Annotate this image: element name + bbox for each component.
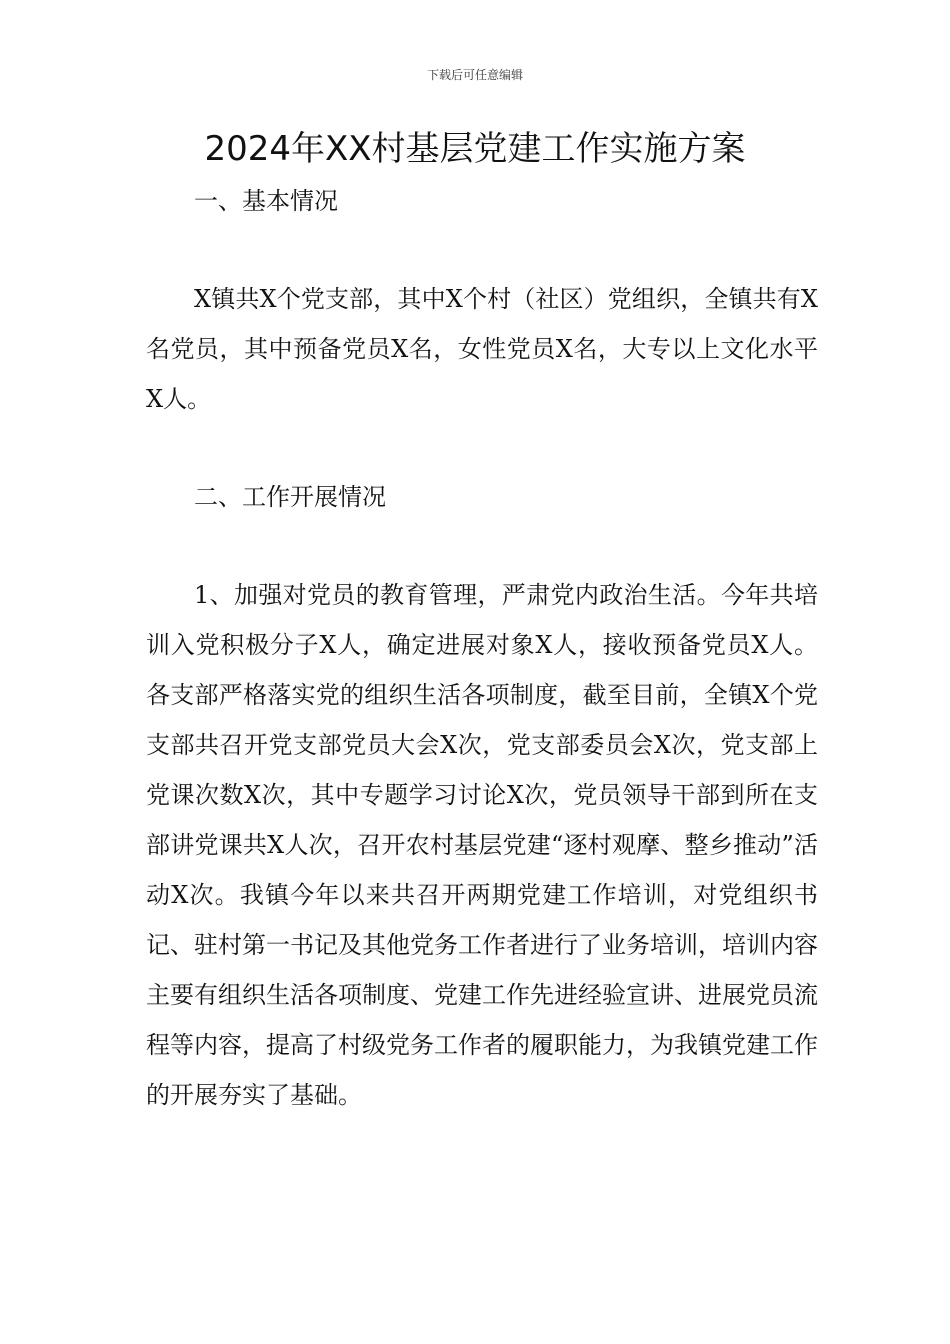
spacer: [146, 522, 818, 570]
paragraph-basic-situation: X镇共X个党支部，其中X个村（社区）党组织，全镇共有X名党员，其中预备党员X名，女性党员X名，大专以上文化水平X人。: [146, 285, 818, 413]
document-title: 2024年XX村基层党建工作实施方案: [204, 129, 746, 169]
section-heading-work-progress: 二、工作开展情况: [194, 483, 386, 511]
document-body: [146, 176, 818, 1120]
spacer: [146, 226, 818, 274]
spacer: [146, 424, 818, 472]
header-note: 下载后可任意编辑: [426, 68, 523, 82]
paragraph-work-progress: 1、加强对党员的教育管理，严肃党内政治生活。今年共培训入党积极分子X人，确定进展对象X人，接收预备党员X人。各支部严格落实党的组织生活各项制度，截至目前，全镇X个党支部共召开党支部党员大会X次，党支部委员会X次，党支部上党课次数X次，其中专题学习讨论X次，党员领导干部到所在支部讲党课共X人次，召开农村基层党建“逐村观摩、整乡推动”活动X次。我镇今年以来共召开两期党建工作培训，对党组织书记、驻村第一书记及其他党务工作者进行了业务培训，培训内容主要有组织生活各项制度、党建工作先进经验宣讲、进展党员流程等内容，提高了村级党务工作者的履职能力，为我镇党建工作的开展夯实了基础。: [146, 581, 818, 1109]
section-heading-basic-situation: 一、基本情况: [194, 187, 338, 215]
